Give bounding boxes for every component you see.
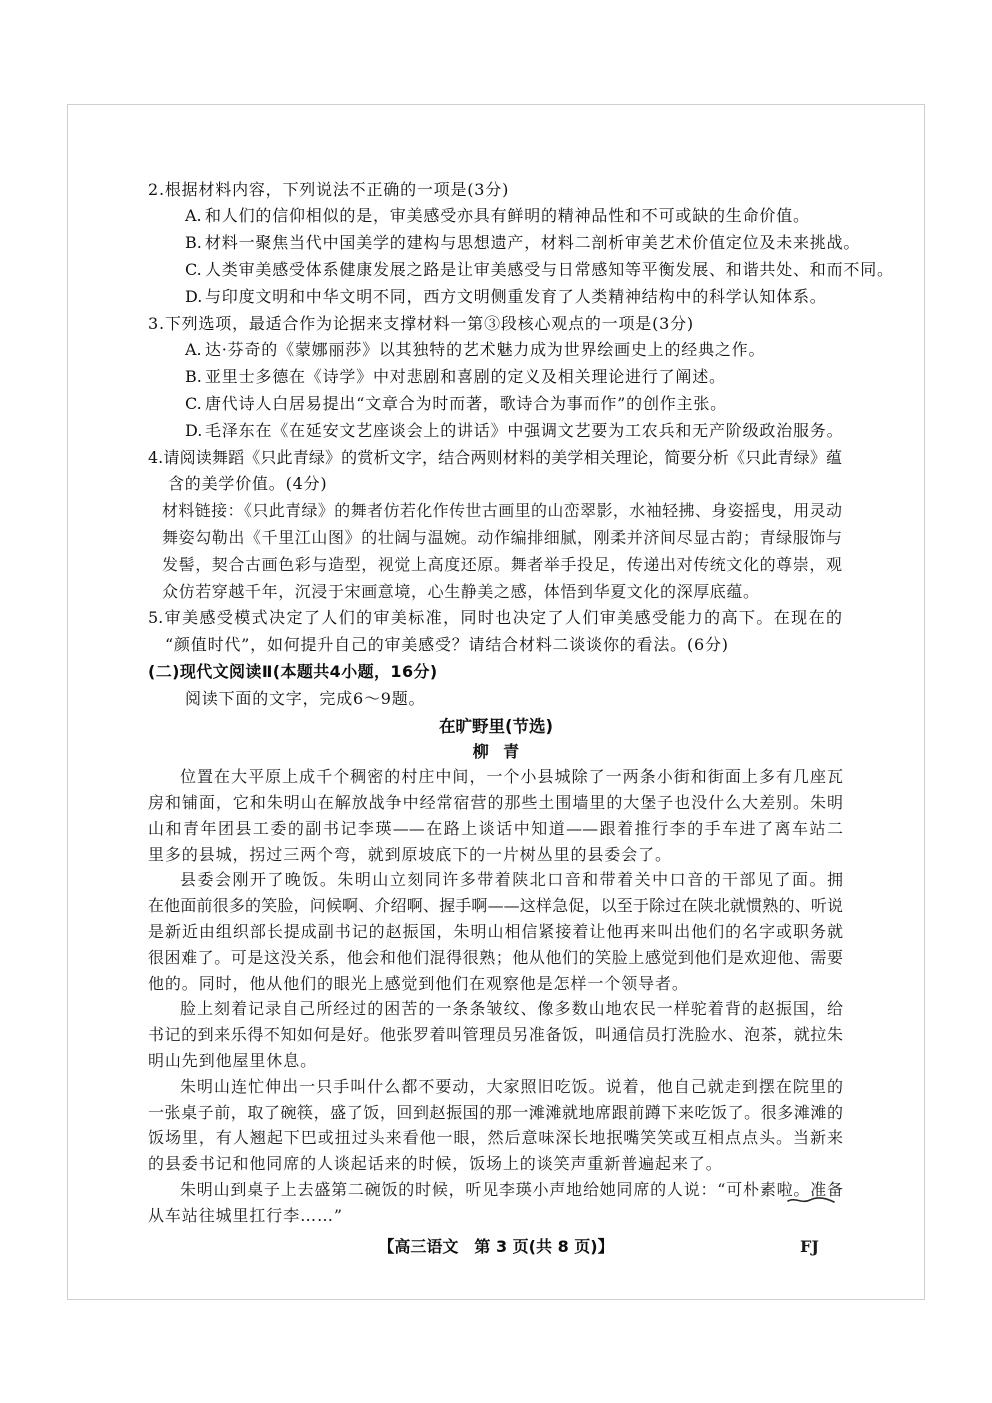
passage-line: 是新近由组织部长提成副书记的赵振国，朱明山相信紧接着让他再来叫出他们的名字或职务就 (148, 921, 843, 941)
passage-line: 明山先到他屋里休息。 (148, 1051, 318, 1071)
question-4-stem-line: 含的美学价值。(4分) (168, 474, 328, 494)
section-heading: (二)现代文阅读Ⅱ(本题共4小题，16分) (148, 661, 438, 681)
passage-line: 里多的县城，拐过三两个弯，就到原坡底下的一片树丛里的县委会了。 (148, 844, 672, 864)
question-5-stem-line: “颜值时代”，如何提升自己的审美感受？请结合材料二谈谈你的看法。(6分) (165, 635, 729, 655)
option-text: 达·芬奇的《蒙娜丽莎》以其独特的艺术魅力成为世界绘画史上的经典之作。 (205, 340, 766, 360)
passage-line: 很困难了。可是这没关系，他会和他们混得很熟；他从他们的笑脸上感觉到他们是欢迎他、需要 (148, 947, 843, 967)
passage-line: 朱明山到桌子上去盛第二碗饭的时候，听见李瑛小声地给她同席的人说：“可朴素啦。准备 (180, 1180, 843, 1200)
passage-line: 在他面前很多的笑脸，问候啊、介绍啊、握手啊——这样急促，以至于除过在陕北就惯熟的、听说 (148, 896, 843, 916)
option-text: 和人们的信仰相似的是，审美感受亦具有鲜明的精神品性和不可或缺的生命价值。 (205, 206, 810, 226)
passage-line: 房和铺面，它和朱明山在解放战争中经常宿营的那些土围墙里的大堡子也没什么大差别。朱明 (148, 792, 843, 812)
passage-line: 的县委书记和他同席的人谈起话来的时候，饭场上的谈笑声重新普遍起来了。 (148, 1154, 723, 1174)
material-link-line: 材料链接：《只此青绿》的舞者仿若化作传世古画里的山峦翠影，水袖轻拂、身姿摇曳，用灵动 (162, 501, 842, 521)
option-label: C. (185, 259, 202, 279)
questions-section (148, 177, 894, 713)
option-label: B. (185, 233, 202, 253)
question-3-option-a (185, 337, 868, 364)
passage-author: 柳青 (472, 742, 534, 761)
option-text: 毛泽东在《在延安文艺座谈会上的讲话》中强调文艺要为工农兵和无产阶级政治服务。 (205, 420, 844, 440)
passage-line: 从车站往城里扛行李……” (148, 1205, 343, 1225)
question-5-stem-line: 5.审美感受模式决定了人们的审美标准，同时也决定了人们审美感受能力的高下。在现在的 (148, 608, 842, 628)
question-4-stem-line: 4.请阅读舞蹈《只此青绿》的赏析文字，结合两则材料的美学相关理论，简要分析《只此青绿》蕴 (148, 447, 842, 467)
question-3-option-b (185, 364, 868, 391)
reading-instruction: 阅读下面的文字，完成6～9题。 (185, 688, 426, 708)
passage-title: 在旷野里(节选) (438, 717, 554, 736)
passage-line: 他的。同时，他从他们的眼光上感觉到他们在观察他是怎样一个领导者。 (148, 973, 689, 993)
option-label: B. (185, 367, 202, 387)
option-label: A. (185, 206, 202, 226)
material-link-line: 舞姿勾勒出《千里江山图》的壮阔与温婉。动作编排细腻，刚柔并济间尽显古韵；青绿服饰与 (162, 527, 842, 547)
question-2-stem: 2.根据材料内容，下列说法不正确的一项是(3分) (148, 179, 510, 199)
option-text: 与印度文明和中华文明不同，西方文明侧重发育了人类精神结构中的科学认知体系。 (205, 286, 827, 306)
option-text: 材料一聚焦当代中国美学的建构与思想遗产，材料二剖析审美艺术价值定位及未来挑战。 (205, 233, 861, 253)
passage-line: 一张桌子前，取了碗筷，盛了饭，回到赵振国的那一滩滩就地席跟前蹲下来吃饭了。很多滩滩的 (148, 1102, 843, 1122)
passage-line: 饭场里，有人翘起下巴或扭过头来看他一眼，然后意味深长地抿嘴笑笑或互相点点头。当新来 (148, 1128, 843, 1148)
question-2-option-b (185, 230, 868, 257)
material-link-line: 发髻，契合古画色彩与造型，视觉上高度还原。舞者举手投足，传递出对传统文化的尊崇，观 (162, 554, 842, 574)
passage-line: 脸上刻着记录自己所经过的困苦的一条条皱纹、像多数山地农民一样驼着背的赵振国，给 (180, 999, 843, 1019)
question-2-option-c (185, 257, 894, 284)
question-3-option-c (185, 391, 868, 418)
footer-code: FJ (800, 1237, 819, 1256)
passage-line: 朱明山连忙伸出一只手叫什么都不要动，大家照旧吃饭。说着，他自己就走到摆在院里的 (180, 1076, 843, 1096)
material-link-line: 众仿若穿越千年，沉浸于宋画意境，心生静美之感，体悟到华夏文化的深厚底蕴。 (162, 581, 760, 601)
handwritten-underline-mark (786, 1195, 836, 1206)
option-label: D. (185, 420, 203, 440)
question-2-option-d (185, 284, 868, 311)
passage-line: 山和青年团县工委的副书记李瑛——在路上谈话中知道——跟着推行李的手车进了离车站二 (148, 818, 843, 838)
option-text: 人类审美感受体系健康发展之路是让审美感受与日常感知等平衡发展、和谐共处、和而不同。 (205, 259, 894, 279)
option-label: C. (185, 393, 202, 413)
question-3-option-d (185, 418, 868, 445)
question-3-stem: 3.下列选项，最适合作为论据来支撑材料一第③段核心观点的一项是(3分) (148, 313, 694, 333)
option-label: D. (185, 286, 203, 306)
passage-body (148, 764, 843, 1229)
question-2-option-a (185, 203, 868, 230)
footer-page-label: 【高三语文 第 3 页(共 8 页)】 (378, 1237, 614, 1256)
option-text: 唐代诗人白居易提出“文章合为时而著，歌诗合为事而作”的创作主张。 (205, 393, 727, 413)
option-label: A. (185, 340, 202, 360)
passage-line: 书记的到来乐得不知如何是好。他张罗着叫管理员另准备饭，叫通信员打洗脸水、泡茶，就拉朱 (148, 1025, 843, 1045)
option-text: 亚里士多德在《诗学》中对悲剧和喜剧的定义及相关理论进行了阐述。 (205, 367, 726, 387)
passage-line: 县委会刚开了晚饭。朱明山立刻同许多带着陕北口音和带着关中口音的干部见了面。拥 (180, 870, 843, 890)
passage-line: 位置在大平原上成千个稠密的村庄中间，一个小县城除了一两条小街和街面上多有几座瓦 (180, 767, 843, 787)
